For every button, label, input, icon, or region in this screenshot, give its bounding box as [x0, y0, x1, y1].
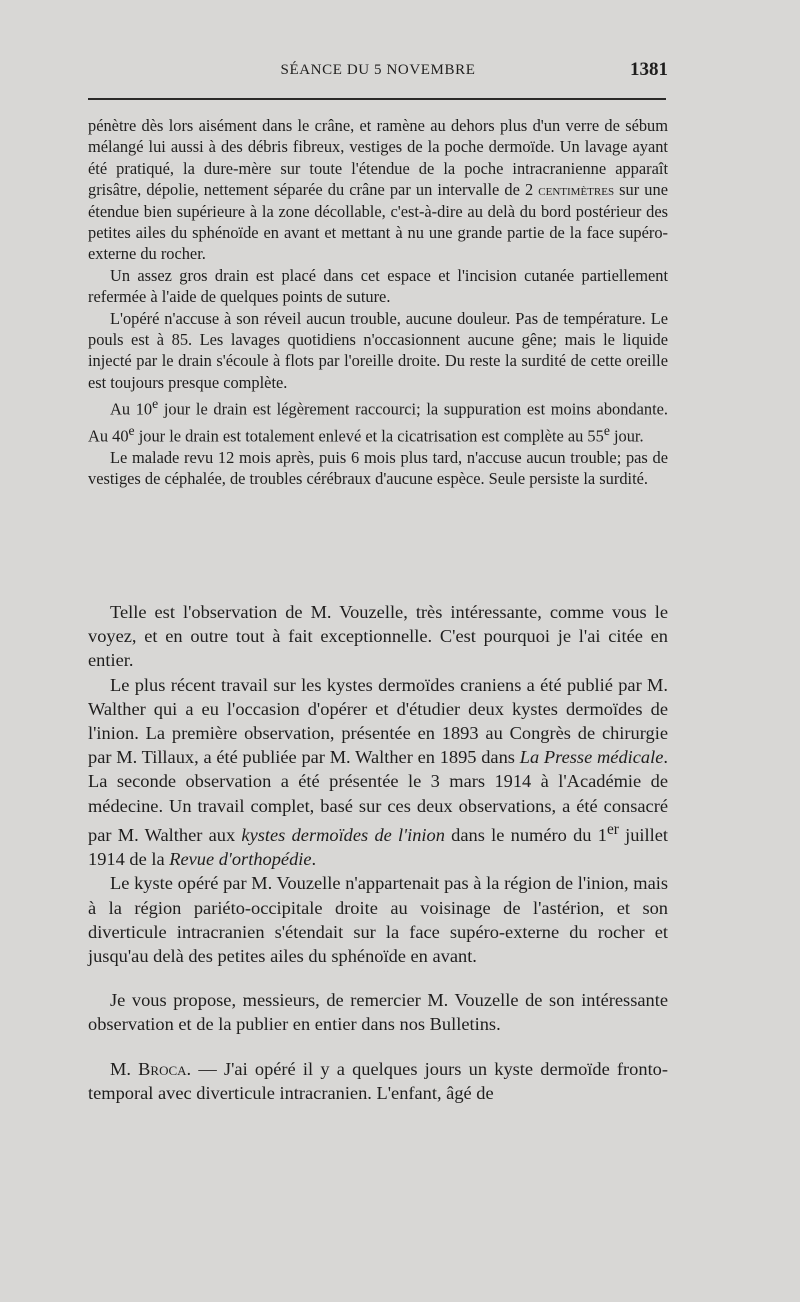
main-text: [88, 600, 668, 1105]
speaker-name: M. Broca.: [110, 1058, 192, 1079]
page-number: 1381: [630, 59, 668, 80]
observation-text: [88, 115, 668, 490]
journal-presse-medicale: La Presse médicale: [519, 747, 664, 768]
running-title: SÉANCE DU 5 NOVEMBRE: [280, 62, 476, 78]
header-rule: [88, 98, 666, 100]
journal-revue-orthopedie: Revue d'orthopédie: [169, 849, 312, 870]
observation-paragraph-1: pénètre dès lors aisément dans le crâne, et ramène au dehors plus d'un verre de sébum mélangé lui aussi à des débris fibreux, vestiges de la poche dermoïde. Un lavage ayant été pratiqué, la dure-mère sur toute l'étendue de la poche intracranienne apparaît grisâtre, dépolie, nettement séparée du crâne par un intervalle de 2 centimètres sur une étendue bien supérieure à la zone décollable, c'est-à-dire au delà du bord postérieur des petites ailes du sphénoïde en avant et mettant à nu une grande partie de la face supéro-externe du rocher.: [88, 116, 668, 264]
main-paragraph-4: Je vous propose, messieurs, de remercier M. Vouzelle de son intéressante observation et de la publier en entier dans nos Bulletins.: [88, 990, 668, 1035]
main-paragraph-3: Le kyste opéré par M. Vouzelle n'appartenait pas à la région de l'inion, mais à la région pariéto-occipitale droite au voisinage de l'astérion, et son diverticule intracranien s'étendait sur la face supéro-externe du rocher et jusqu'au delà des petites ailes du sphénoïde en avant.: [88, 873, 668, 966]
observation-paragraph-2: Un assez gros drain est placé dans cet espace et l'incision cutanée partiellement refermée à l'aide de quelques points de suture.: [88, 265, 668, 307]
article-title: kystes dermoïdes de l'inion: [241, 824, 445, 845]
main-paragraph-2: Le plus récent travail sur les kystes dermoïdes craniens a été publié par M. Walther qui a eu l'occasion d'opérer et d'étudier deux kystes dermoïdes de l'inion. La première observation, présentée en 1893 au Congrès de chirurgie par M. Tillaux, a été publiée par M. Walther en 1895 dans La Presse médicale. La seconde observation a été présentée le 3 mars 1914 à l'Académie de médecine. Un travail complet, basé sur ces deux observations, a été consacré par M. Walther aux kystes dermoïdes de l'inion dans le numéro du 1er juillet 1914 de la Revue d'orthopédie.: [88, 674, 669, 870]
page-header: [88, 58, 668, 88]
observation-paragraph-4: Au 10e jour le drain est légèrement raccourci; la suppuration est moins abondante. Au 40e jour le drain est totalement enlevé et la cicatrisation est complète au 55e jour.: [88, 396, 668, 446]
observation-paragraph-5: Le malade revu 12 mois après, puis 6 mois plus tard, n'accuse aucun trouble; pas de vestiges de céphalée, de troubles cérébraux d'aucune espèce. Seule persiste la surdité.: [88, 448, 668, 489]
unit-centimetres: centimètres: [538, 180, 615, 200]
main-paragraph-1: Telle est l'observation de M. Vouzelle, très intéressante, comme vous le voyez, et en outre tout à fait exceptionnelle. C'est pourquoi je l'ai citée en entier.: [88, 602, 668, 671]
main-paragraph-5: M. Broca. — J'ai opéré il y a quelques jours un kyste dermoïde fronto-temporal avec diverticule intracranien. L'enfant, âgé de: [88, 1058, 669, 1103]
observation-paragraph-3: L'opéré n'accuse à son réveil aucun trouble, aucune douleur. Pas de température. Le pouls est à 85. Les lavages quotidiens n'occasionnent aucune gêne; mais le liquide injecté par le drain s'écoule à flots par l'oreille droite. Du reste la surdité de cette oreille est toujours presque complète.: [88, 308, 668, 392]
